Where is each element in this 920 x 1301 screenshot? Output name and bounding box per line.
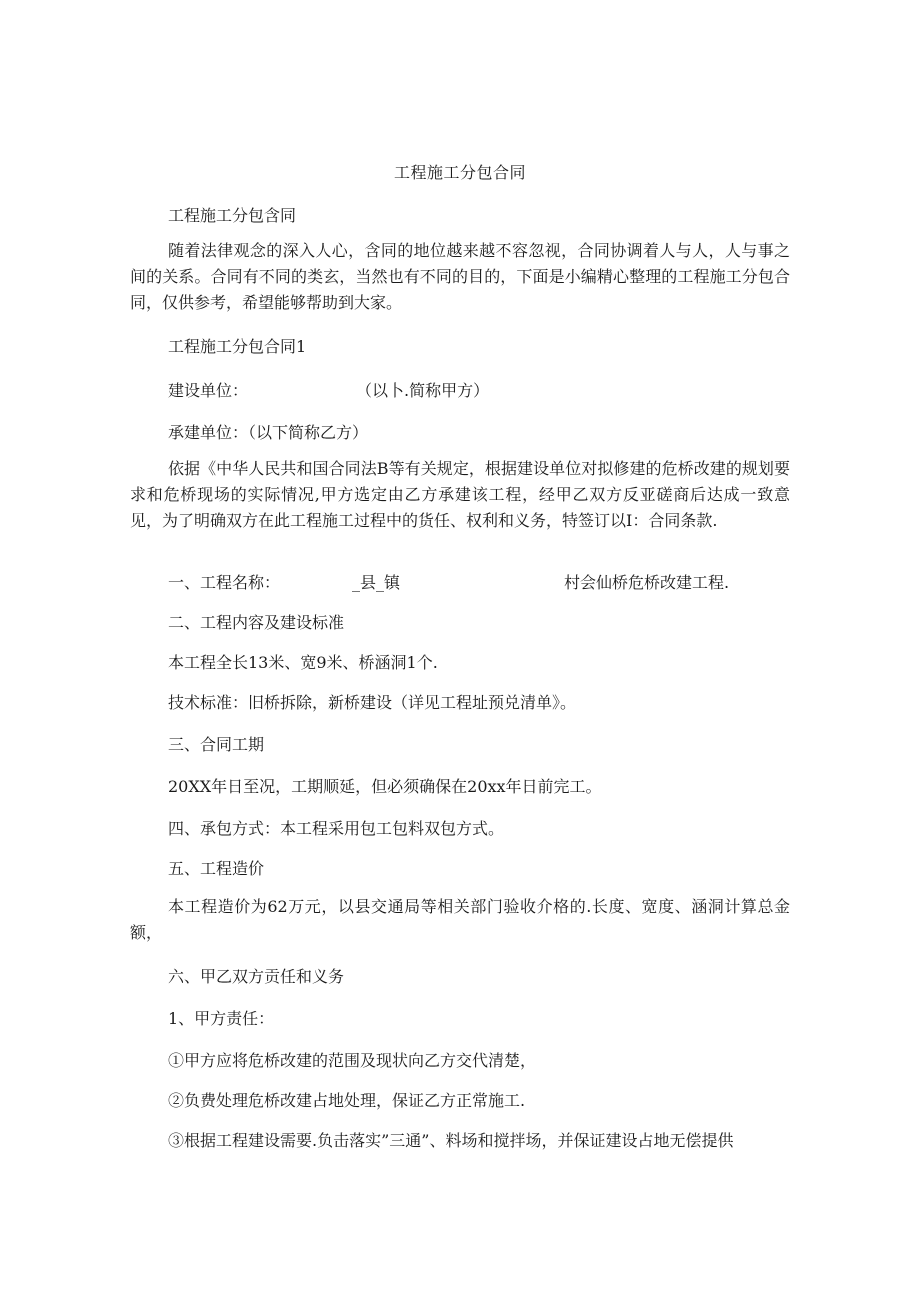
item-4-line: 四、承包方式：本工程采用包工包料双包方式。 [168,819,505,838]
scope-line: 本工程全长13米、宽9米、桥涵洞1个. [168,653,438,672]
party-a-row [168,378,489,401]
item-3-heading: 三、合同工期 [168,735,265,754]
party-a-note: （以卜.简称甲方） [356,381,490,400]
item-5-heading: 五、工程造价 [168,859,265,878]
duty-2-line: ②负费处理危桥改建占地处理，保证乙方正常施工. [168,1091,526,1110]
party-b-row: 承建单位：（以下简称乙方） [168,423,369,442]
party-a-label: 建设单位： [168,381,249,400]
basis-paragraph: 依据《中华人民共和国合同法B等有关规定，根据建设单位对拟修建的危桥改建的规划要求和危桥现场的实际情况,甲方选定由乙方承建该工程，经甲乙双方反亚磋商后达成一致意见，为了明确双方在此工程施工过程中的货任、权利和义务，特签订以I：合同条款. [130,459,790,530]
duty-3-line: ③根据工程建设需要.负击落实”三通”、料场和搅拌场，并保证建设占地无偿提供 [168,1131,734,1150]
duty-1-line: ①甲方应将危桥改建的范围及现状向乙方交代清楚， [168,1051,537,1070]
price-paragraph: 本工程造价为62万元，以县交通局等相关部门验收介格的.长度、宽度、涵洞计算总金额， [130,897,790,942]
item-1-label: 一、工程名称： [168,573,281,592]
item-1-mid: _县_镇 [352,573,401,592]
item-1-end: 村会仙桥危桥改建工程. [564,573,730,592]
document-title: 工程施工分包合同 [393,163,526,182]
intro-paragraph: 随着法律观念的深入人心，含同的地位越来越不容忽视，合同协调着人与人，人与事之间的关系。合同有不同的类玄，当然也有不同的目的，下面是小编精心整理的工程施工分包合同，仅供参考，希望能够帮助到大家。 [130,241,790,312]
tech-line: 技术标准：旧桥拆除，新桥建设（详见工程址预兑清单》。 [168,693,577,712]
period-line: 20XX年日至况，工期顺延，但必须确保在20xx年日前完工。 [168,777,602,796]
item-6-heading: 六、甲乙双方贡任和义务 [168,967,345,986]
contract-heading: 工程施工分包合同1 [168,337,307,356]
item-2-heading: 二、工程内容及建设标准 [168,613,345,632]
sub-1-heading: 1、甲方责任： [168,1009,275,1028]
item-1-row [168,570,729,593]
document-subtitle: 工程施工分包含同 [168,206,297,225]
